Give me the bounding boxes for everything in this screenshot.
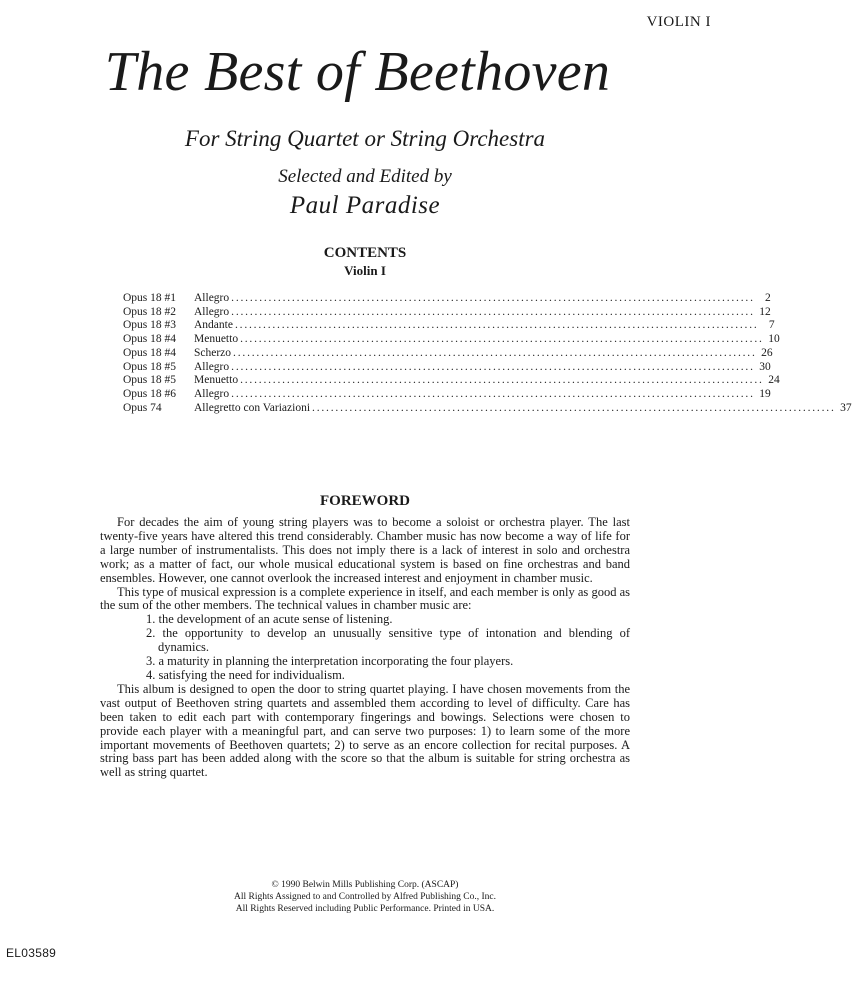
contents-item-page: 26 bbox=[761, 346, 773, 359]
foreword-heading: FOREWORD bbox=[320, 493, 410, 509]
dot-leader: ................................................................................................................ bbox=[231, 305, 755, 318]
contents-item-title: Andante bbox=[194, 319, 233, 332]
contents-part: Violin I bbox=[344, 263, 386, 278]
contents-item-opus: Opus 18 #1 bbox=[123, 292, 177, 304]
contents-item-title: Scherzo bbox=[194, 346, 232, 359]
foreword-paragraph: This type of musical expression is a complete experience in itself, and each member is only as good as the sum of the other members. The technical values in chamber music are: bbox=[100, 584, 630, 613]
copyright-line: © 1990 Belwin Mills Publishing Corp. (ASCAP) bbox=[271, 880, 459, 890]
contents-item-page: 10 bbox=[768, 333, 780, 346]
dot-leader: ................................................................................................................ bbox=[233, 346, 757, 359]
editor-name: Paul Paradise bbox=[289, 192, 441, 219]
contents-item bbox=[123, 333, 780, 347]
contents-item-title: Allegro bbox=[194, 305, 230, 318]
contents-item bbox=[123, 401, 852, 416]
copyright-notice bbox=[0, 880, 730, 915]
contents-item-page: 24 bbox=[768, 374, 780, 387]
contents-item-opus: Opus 18 #4 bbox=[123, 333, 177, 346]
contents-item-title: Allegro bbox=[194, 360, 230, 373]
part-label: VIOLIN I bbox=[646, 14, 711, 30]
contents-item bbox=[123, 319, 775, 333]
contents-item-opus: Opus 74 bbox=[123, 401, 162, 414]
contents-item bbox=[123, 387, 771, 402]
contents-item-title: Allegro bbox=[194, 292, 230, 304]
foreword-paragraph: This album is designed to open the door to string quartet playing. I have chosen movements from the vast output of Beethoven string quartets and assembled them according to level of difficulty. Care has been taken to edit each part with contemporary fingerings and bowings. Selections were chosen to provide each player with a meaningful part, and can serve two purposes: 1) to learn some of the more important movements of Beethoven quartets; 2) to serve as an encore collection for recital purposes. A string bass part has been added along with the score so that the album is suitable for string orchestra as well as string quartet. bbox=[100, 681, 630, 780]
contents-item-opus: Opus 18 #3 bbox=[123, 319, 177, 332]
dot-leader: ................................................................................................................ bbox=[231, 292, 755, 304]
dot-leader: ................................................................................................................ bbox=[312, 401, 836, 414]
contents-item-opus: Opus 18 #5 bbox=[123, 360, 177, 373]
contents-item bbox=[123, 360, 771, 375]
contents-item-page: 37 bbox=[840, 401, 852, 414]
contents-item-title: Menuetto bbox=[194, 333, 239, 346]
catalog-number: EL03589 bbox=[6, 946, 57, 960]
contents-heading: CONTENTS bbox=[323, 245, 407, 261]
contents-item bbox=[123, 292, 771, 306]
list-item: 1. the development of an acute sense of listening. bbox=[146, 612, 393, 627]
technical-values-list bbox=[100, 613, 630, 683]
contents-item-page: 2 bbox=[765, 292, 771, 304]
contents-item-opus: Opus 18 #5 bbox=[123, 374, 177, 387]
dot-leader: ................................................................................................................ bbox=[240, 374, 764, 387]
contents-item-page: 19 bbox=[759, 387, 771, 400]
foreword-body bbox=[100, 516, 630, 780]
rights-assigned-line: All Rights Assigned to and Controlled by Alfred Publishing Co., Inc. bbox=[233, 891, 497, 902]
contents-item-opus: Opus 18 #6 bbox=[123, 387, 177, 400]
dot-leader: ................................................................................................................ bbox=[231, 387, 755, 400]
contents-item-page: 12 bbox=[759, 305, 771, 318]
contents-item-page: 30 bbox=[759, 360, 771, 373]
dot-leader: ................................................................................................................ bbox=[231, 360, 755, 373]
contents-list bbox=[123, 292, 852, 415]
contents-item bbox=[123, 346, 773, 361]
contents-item bbox=[123, 374, 780, 388]
contents-item bbox=[123, 305, 771, 320]
contents-item-title: Allegro bbox=[194, 387, 230, 400]
contents-item-title: Menuetto bbox=[194, 374, 239, 387]
contents-item-title: Allegretto con Variazioni bbox=[194, 401, 311, 414]
book-subtitle: For String Quartet or String Orchestra bbox=[184, 126, 546, 151]
dot-leader: ................................................................................................................ bbox=[240, 333, 764, 346]
book-title: The Best of Beethoven bbox=[104, 41, 611, 103]
contents-item-opus: Opus 18 #4 bbox=[123, 346, 177, 359]
list-item: 4. satisfying the need for individualism. bbox=[146, 667, 345, 682]
selected-edited-by: Selected and Edited by bbox=[278, 166, 452, 187]
rights-reserved-line: All Rights Reserved including Public Performance. Printed in USA. bbox=[235, 903, 495, 914]
list-item: 2. the opportunity to develop an unusually sensitive type of intonation and blending of dynamics. bbox=[146, 626, 630, 655]
contents-item-opus: Opus 18 #2 bbox=[123, 305, 177, 318]
contents-item-page: 7 bbox=[768, 319, 775, 332]
foreword-paragraph: For decades the aim of young string players was to become a soloist or orchestra player. The last twenty-five years have altered this trend considerably. Chamber music has now become a way of life for a large number of instrumentalists. This does not imply there is a lack of interest in solo and orchestra work; as a matter of fact, our whole musical educational system is based on fine orchestras and band ensembles. However, one cannot overlook the increased interest and enjoyment in chamber music. bbox=[100, 515, 630, 585]
dot-leader: ................................................................................................................ bbox=[234, 319, 759, 332]
list-item: 3. a maturity in planning the interpretation incorporating the four players. bbox=[146, 654, 514, 669]
